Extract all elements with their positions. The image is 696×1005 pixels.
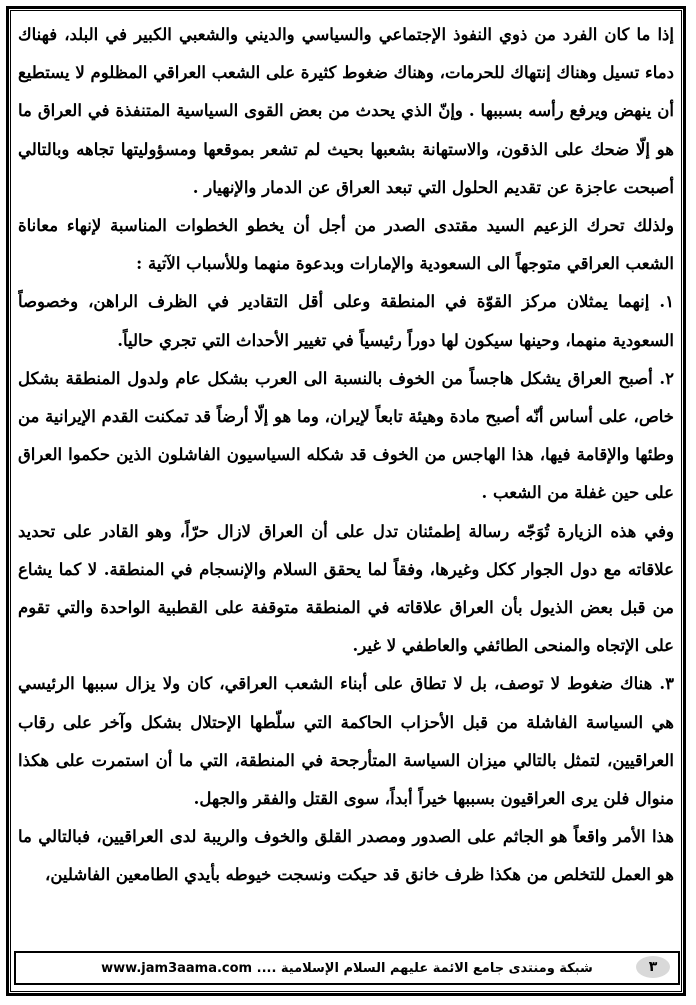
paragraph-7: هذا الأمر واقعاً هو الجاثم على الصدور ومصدر القلق والخوف والريبة لدى العراقيين، فبالتالي ما هو العمل للتخلص من هكذا ظرف خانق قد حيكت ونسجت خيوطه بأيدي الطامعين الفاشلين، [18, 827, 674, 885]
page-number-badge: ٣ [636, 956, 670, 978]
paragraph-5: وفي هذه الزيارة تُوَجّه رسالة إطمئنان تدل على أن العراق لازال حرّاً، وهو القادر على تحديد علاقاته مع دول الجوار ككل وغيرها، وفقاً لما يحقق السلام والإنسجام في المنطقة. لا كما يشاع من قبل بعض الذيول بأن العراق علاقاته في المنطقة متوقفة على القطبية الواحدة والتي تقوم على الإتجاه والمنحى الطائفي والعاطفي لا غير. [18, 521, 674, 656]
page-footer [14, 951, 680, 985]
article-body [18, 16, 674, 942]
paragraph-4: ٢. أصبح العراق يشكل هاجساً من الخوف بالنسبة الى العرب بشكل عام ولدول المنطقة بشكل خاص، على أساس أنّه أصبح مادة وهيئة تابعاً لإيران، وما هو إلّا أرضاً قد تمكنت القدم الإيرانية من وطئها والإقامة فيها، هذا الهاجس من الخوف قد شكله السياسيون الفاشلون الذين حكموا العراق على حين غفلة من الشعب . [18, 368, 674, 503]
footer-text: شبكة ومنتدى جامع الائمة عليهم السلام الإسلامية .... www.jam3aama.com [101, 960, 593, 976]
paragraph-2: ولذلك تحرك الزعيم السيد مقتدى الصدر من أجل أن يخطو الخطوات المناسبة لإنهاء معاناة الشعب العراقي متوجهاً الى السعودية والإمارات وبدعوة منهما وللأسباب الآتية : [18, 216, 674, 274]
paragraph-3: ١. إنهما يمثلان مركز القوّة في المنطقة وعلى أقل التقادير في الظرف الراهن، وخصوصاً السعودية منهما، وحينها سيكون لها دوراً رئيسياً في تغيير الأحداث التي تجري حالياً. [18, 292, 674, 350]
paragraph-6: ٣. هناك ضغوط لا توصف، بل لا تطاق على أبناء الشعب العراقي، كان ولا يزال سببها الرئيسي هي السياسة الفاشلة من قبل الأحزاب الحاكمة التي سلّطها الإحتلال بشكل وآخر على رقاب العراقيين، لتمثل بالتالي ميزان السياسة المتأرجحة في المنطقة، التي ما أن استمرت على هكذا منوال فلن يرى العراقيون بسببها خيراً أبداً، سوى القتل والفقر والجهل. [18, 674, 674, 809]
paragraph-1: إذا ما كان الفرد من ذوي النفوذ الإجتماعي والسياسي والديني والشعبي الكبير في البلد، فهناك دماء تسيل وهناك إنتهاك للحرمات، وهناك ضغوط كثيرة على الشعب العراقي المظلوم لا يستطيع أن ينهض ويرفع رأسه بسببها . وإنّ الذي يحدث من بعض القوى السياسية المتنفذة في العراق ما هو إلّا ضحك على الذقون، والاستهانة بشعبها بحيث لم تشعر بموقعها ومسؤوليتها تجاهه وبالتالي أصبحت عاجزة عن تقديم الحلول التي تبعد العراق عن الدمار والإنهيار . [18, 25, 674, 197]
